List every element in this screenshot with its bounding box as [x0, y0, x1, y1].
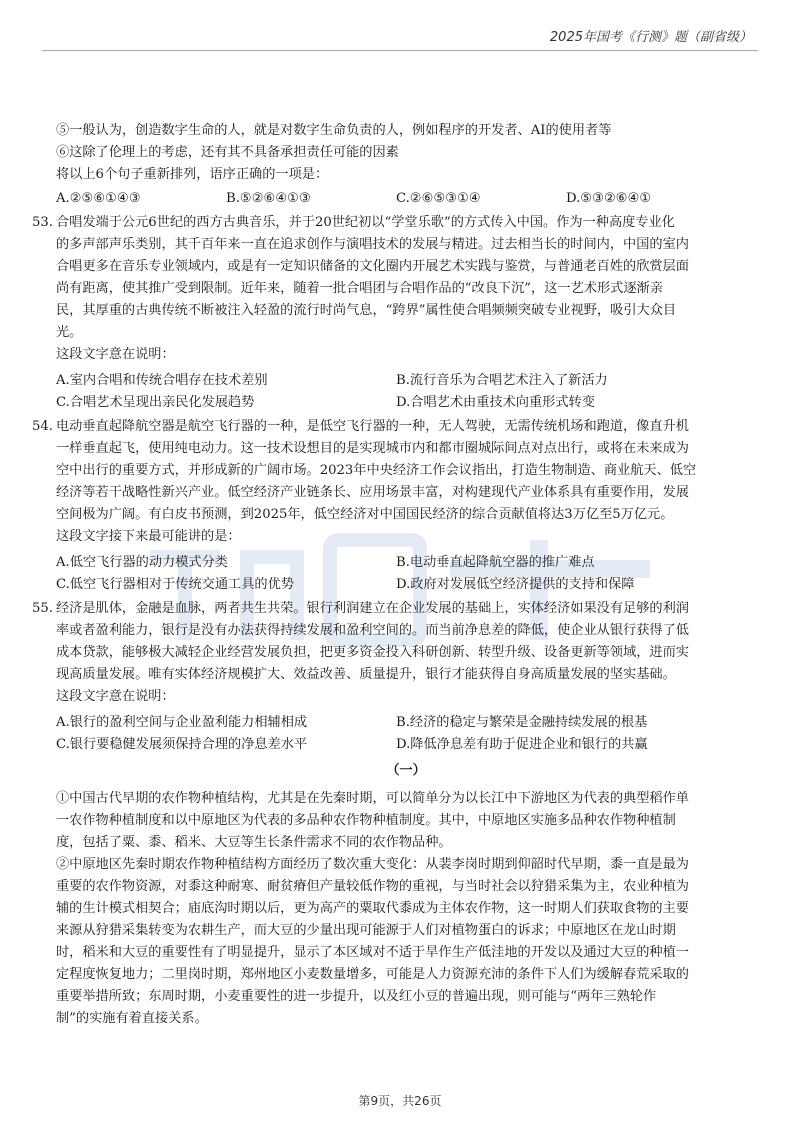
q52-options — [56, 188, 756, 210]
page-content — [32, 120, 756, 1030]
q53-line: 合唱发端于公元6世纪的西方古典音乐，并于20世纪初以“学堂乐歌”的方式传入中国。作为一种高度专业化 — [56, 215, 675, 230]
q54-line: 空中出行的重要方式，并形成新的广阔市场。2023年中央经济工作会议指出，打造生物制造、商业航天、低空 — [56, 463, 697, 478]
page-footer: 第9页，共26页 — [358, 1094, 442, 1108]
q54-number: 54. — [32, 419, 53, 434]
passage-line: 辅的生计模式相契合；庙底沟时期以后，更为高产的粟取代黍成为主体农作物，这一时期人们获取食物的主要 — [56, 901, 689, 916]
q55-option-b[interactable]: B.经济的稳定与繁荣是金融持续发展的根基 — [396, 715, 648, 730]
q52-option-a[interactable]: A.②⑤⑥①④③ — [56, 191, 141, 206]
q52-option-b[interactable]: B.⑤②⑥④①③ — [226, 191, 311, 206]
section-title: （一） — [386, 763, 426, 778]
q52-prompt: 将以上6个句子重新排列，语序正确的一项是： — [56, 167, 329, 182]
q54-line: 一样垂直起飞，使用纯电动力。这一技术设想目的是实现城市内和都市圈城际间点对点出行，或将在未来成为 — [56, 441, 689, 456]
q54-line: 经济等若干战略性新兴产业。低空经济产业链条长、应用场景丰富，对构建现代产业体系具有重要作用，发展 — [56, 485, 689, 500]
q53-option-a[interactable]: A.室内合唱和传统合唱存在技术差别 — [56, 373, 268, 388]
passage-paragraph-2 — [56, 854, 756, 1030]
q53-option-d[interactable]: D.合唱艺术由重技术向重形式转变 — [396, 395, 595, 410]
question-55 — [32, 598, 756, 756]
q55-option-c[interactable]: C.银行要稳健发展须保持合理的净息差水平 — [56, 737, 308, 752]
q55-number: 55. — [32, 601, 53, 616]
page-header: 2025年国考《行测》题（副省级） — [549, 30, 752, 45]
passage-line: 一农作物种植制度和以中原地区为代表的多品种农作物种植制度。其中，中原地区实施多品种农作物种植制 — [56, 813, 676, 828]
q54-option-a[interactable]: A.低空飞行器的动力模式分类 — [56, 555, 228, 570]
passage-line: 时，稻米和大豆的重要性有了明显提升，显示了本区域对不适于旱作生产低洼地的开发以及通过大豆的种植一 — [56, 945, 689, 960]
question-53 — [32, 212, 756, 414]
passage-line: 定程度恢复地力；二里岗时期，郑州地区小麦数量增多，可能是人力资源充沛的条件下人们为缓解春荒采取的 — [56, 967, 689, 982]
q54-line: 电动垂直起降航空器是航空飞行器的一种，是低空飞行器的一种，无人驾驶，无需传统机场和跑道，像直升机 — [56, 419, 689, 434]
q55-line: 经济是肌体，金融是血脉，两者共生共荣。银行利润建立在企业发展的基础上，实体经济如果没有足够的利润 — [56, 601, 689, 616]
q53-number: 53. — [32, 215, 53, 230]
passage-line: 重要的农作物资源，对黍这种耐寒、耐贫瘠但产量较低作物的重视，与当时社会以狩猎采集为主，农业种植为 — [56, 879, 689, 894]
q54-option-b[interactable]: B.电动垂直起降航空器的推广难点 — [396, 555, 595, 570]
q53-option-b[interactable]: B.流行音乐为合唱艺术注入了新活力 — [396, 373, 608, 388]
q53-option-c[interactable]: C.合唱艺术呈现出亲民化发展趋势 — [56, 395, 255, 410]
q53-line: 民，其厚重的古典传统不断被注入轻盈的流行时尚气息，“跨界”属性使合唱频频突破专业视野，吸引大众目 — [56, 303, 677, 318]
q55-option-a[interactable]: A.银行的盈利空间与企业盈利能力相辅相成 — [56, 715, 308, 730]
q52-option-d[interactable]: D.⑤③②⑥④① — [566, 191, 652, 206]
passage-line: 重要举措所致；东周时期，小麦重要性的进一步提升，以及红小豆的普遍出现，则可能与“两年三熟轮作 — [56, 989, 657, 1004]
passage-line: ②中原地区先秦时期农作物种植结构方面经历了数次重大变化：从裴李岗时期到仰韶时代早期，黍一直是最为 — [56, 857, 689, 872]
q55-line: 现高质量发展。唯有实体经济规模扩大、效益改善、质量提升，银行才能获得自身高质量发展的坚实基础。 — [56, 667, 676, 682]
q52-item-5: ⑤一般认为，创造数字生命的人，就是对数字生命负责的人，例如程序的开发者、AI的使用者等 — [56, 123, 612, 138]
q54-option-c[interactable]: C.低空飞行器相对于传统交通工具的优势 — [56, 577, 294, 592]
q55-option-d[interactable]: D.降低净息差有助于促进企业和银行的共赢 — [396, 737, 648, 752]
header-divider — [42, 50, 758, 51]
q52-item-6: ⑥这除了伦理上的考虑，还有其不具备承担责任可能的因素 — [56, 145, 399, 160]
q54-options — [56, 552, 756, 596]
q52-option-c[interactable]: C.②⑥⑤③①④ — [396, 191, 481, 206]
q53-line: 的多声部声乐类别，其千百年来一直在追求创作与演唱技术的发展与精进。过去相当长的时间内，中国的室内 — [56, 237, 689, 252]
q53-line: 尚有距离，使其推广受到限制。近年来，随着一批合唱团与合唱作品的“改良下沉”，这一艺术形式逐渐亲 — [56, 281, 663, 296]
q53-line: 光。 — [56, 325, 83, 340]
passage-line: 来源从狩猎采集转变为农耕生产，而大豆的少量出现可能源于人们对植物蛋白的诉求；中原地区在龙山时期 — [56, 923, 676, 938]
passage-paragraph-1 — [56, 788, 756, 854]
q53-prompt: 这段文字意在说明： — [56, 347, 175, 362]
passage-line: 度，包括了粟、黍、稻米、大豆等生长条件需求不同的农作物品种。 — [56, 835, 452, 850]
q53-options — [56, 370, 756, 414]
q55-options — [56, 712, 756, 756]
q55-prompt: 这段文字意在说明： — [56, 689, 175, 704]
passage-line: 制”的实施有着直接关系。 — [56, 1011, 208, 1026]
q55-line: 率或者盈利能力，银行是没有办法获得持续发展和盈利空间的。而当前净息差的降低，使企业从银行获得了低 — [56, 623, 689, 638]
passage-line: ①中国古代早期的农作物种植结构，尤其是在先秦时期，可以简单分为以长江中下游地区为代表的典型稻作单 — [56, 791, 689, 806]
q54-option-d[interactable]: D.政府对发展低空经济提供的支持和保障 — [396, 577, 635, 592]
q54-line: 空间极为广阔。有白皮书预测，到2025年，低空经济对中国国民经济的综合贡献值将达3万亿至5万亿元。 — [56, 507, 674, 522]
question-54 — [32, 416, 756, 596]
q53-line: 合唱更多在音乐专业领域内，或是有一定知识储备的文化圈内开展艺术实践与鉴赏，与普通老百姓的欣赏层面 — [56, 259, 689, 274]
q54-prompt: 这段文字接下来最可能讲的是： — [56, 529, 241, 544]
q55-line: 成本贷款，能够极大减轻企业经营发展负担，把更多资金投入科研创新、转型升级、设备更新等领域，进而实 — [56, 645, 689, 660]
